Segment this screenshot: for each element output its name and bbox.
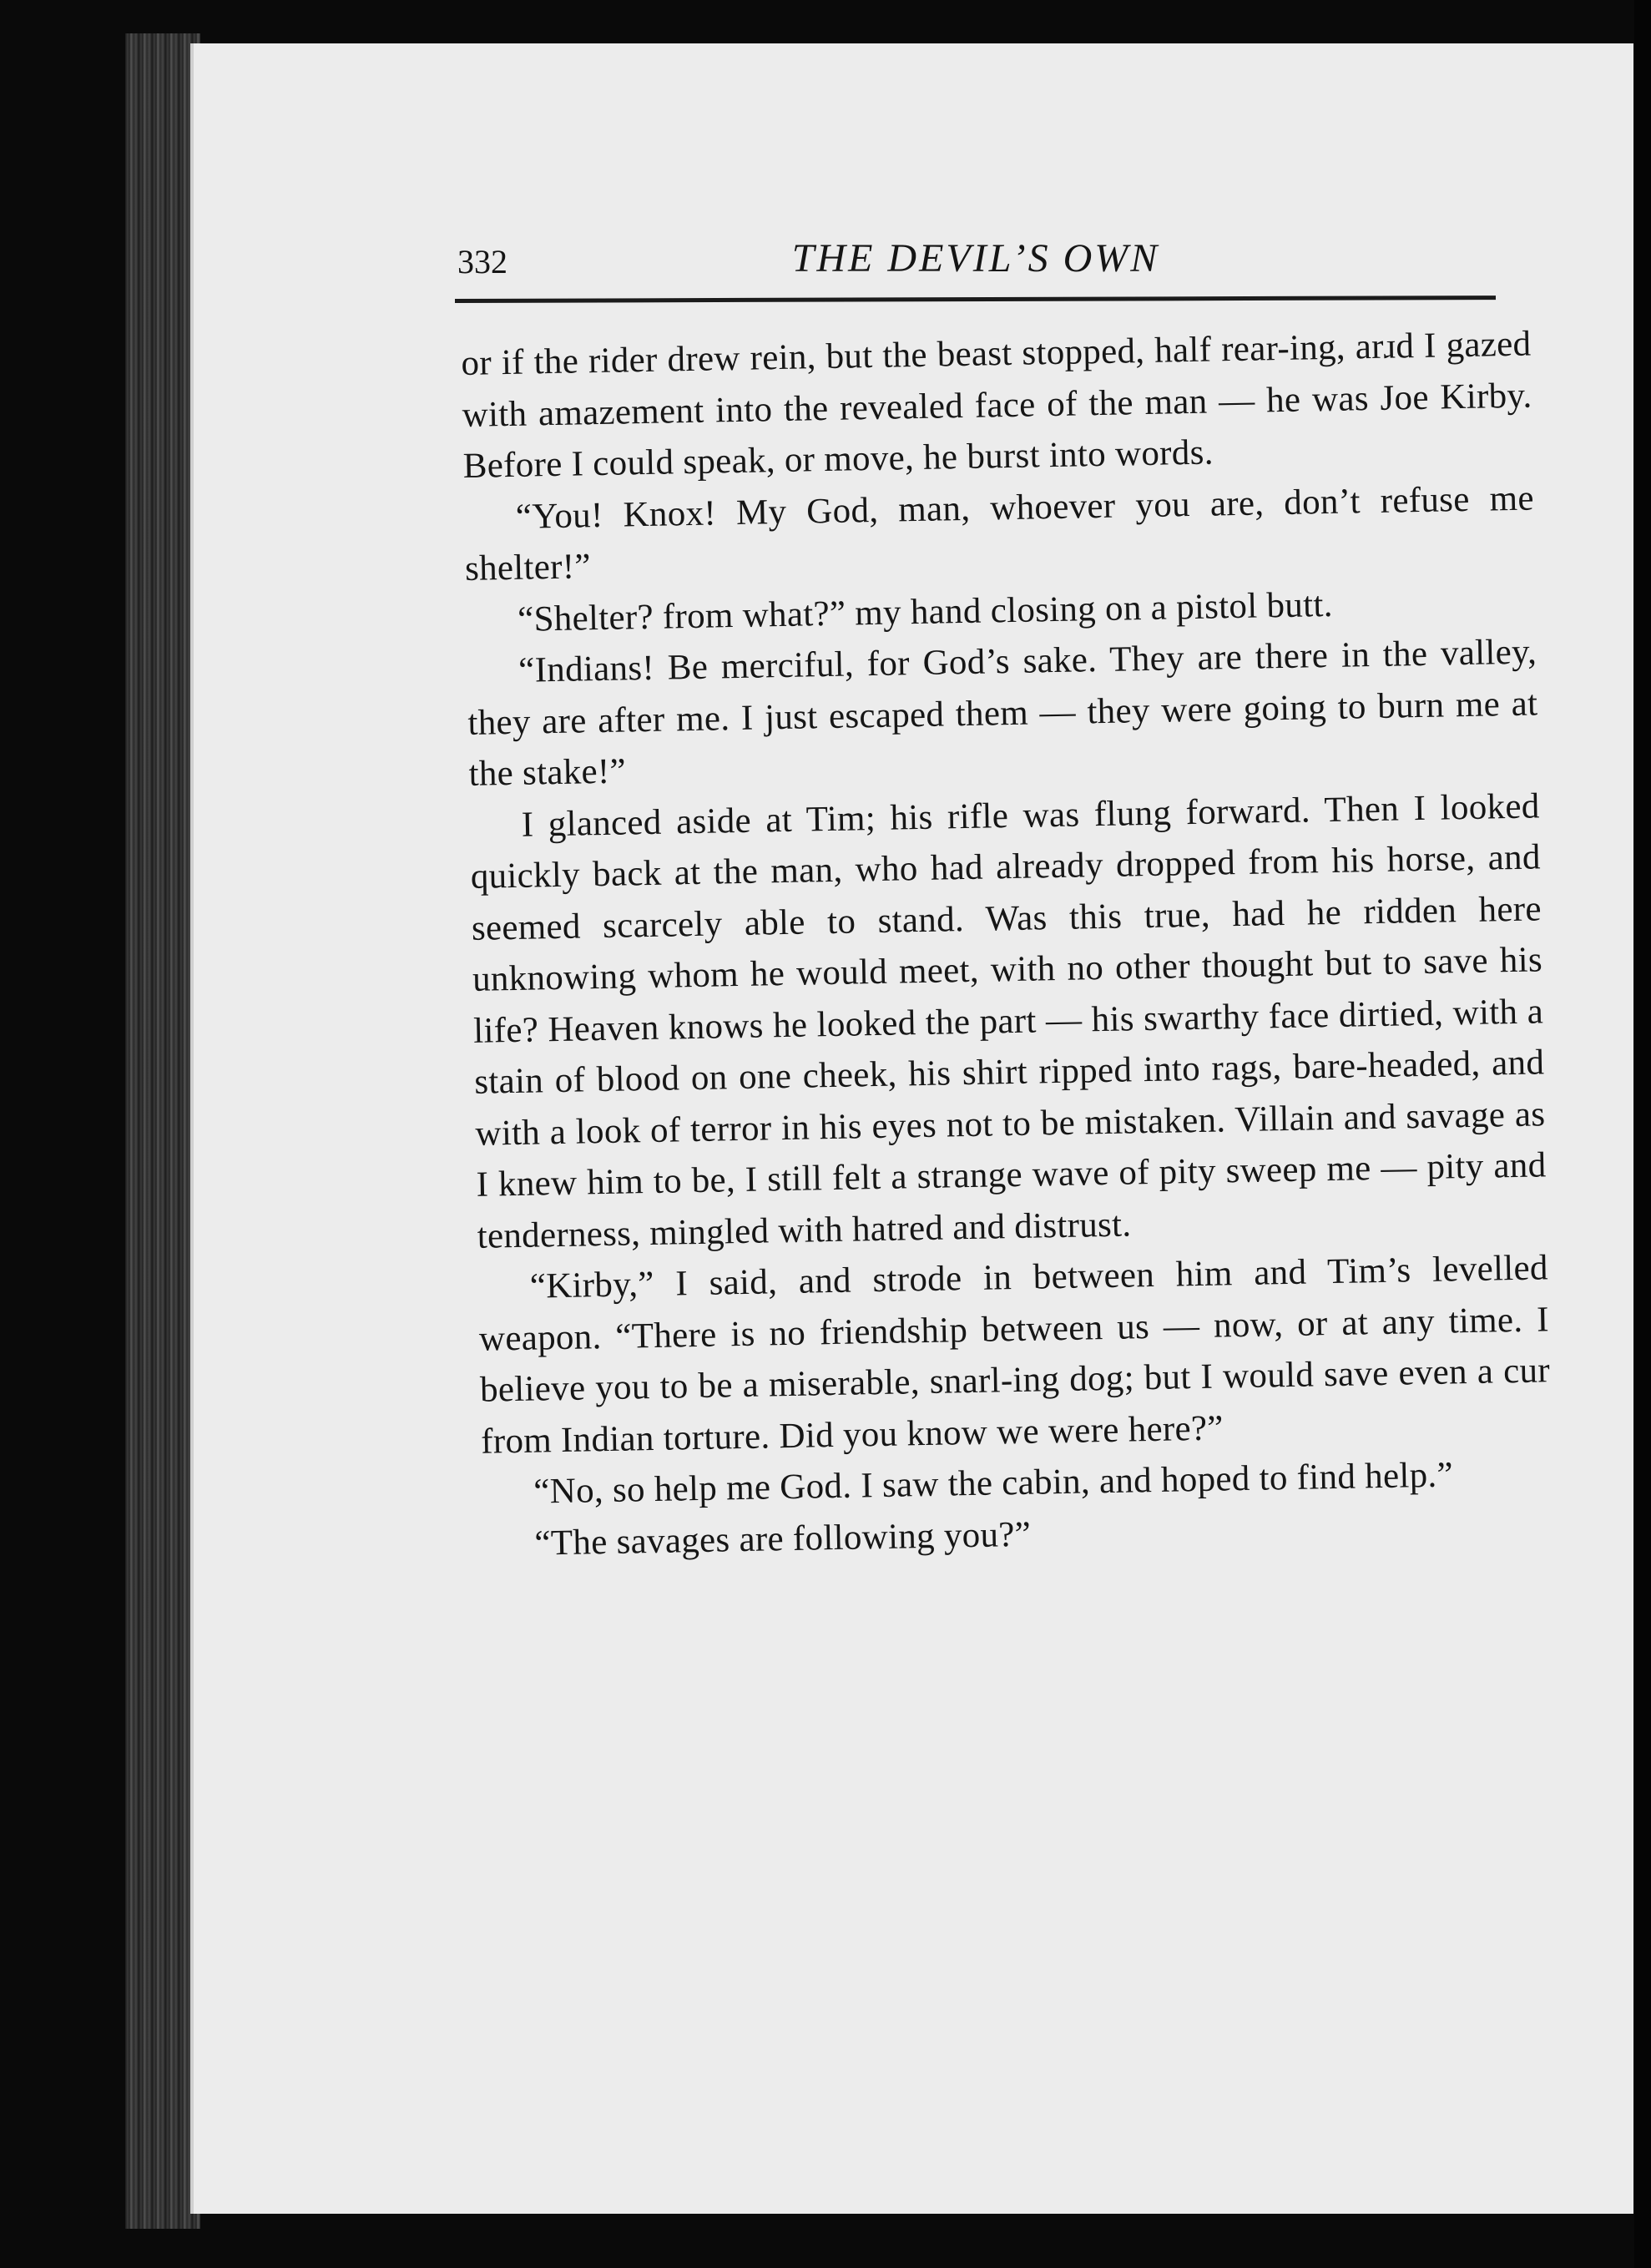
book-gutter	[125, 33, 200, 2229]
running-head	[457, 227, 1494, 285]
running-head-title: THE DEVIL’S OWN	[791, 236, 1160, 280]
body-text	[461, 319, 1553, 1570]
paragraph: “Kirby,” I said, and strode in between him and Tim’s levelled weapon. “There is no friendship between us — now, or at any time. I believe you to be a miserable, snarl-ing dog; but I would save even a cur from Indian torture. Did you know we were here?”	[478, 1248, 1551, 1462]
paragraph: “No, so help me God. I saw the cabin, and hoped to find help.”	[533, 1455, 1454, 1512]
paragraph: or if the rider drew rein, but the beast stopped, half rear-ing, arɹd I gazed with amazement into the revealed face of the man — he was Joe Kirby. Before I could speak, or move, he burst into words.	[461, 324, 1532, 486]
paragraph: “The savages are following you?”	[534, 1514, 1032, 1563]
page-number: 332	[457, 243, 507, 280]
paragraph: I glanced aside at Tim; his rifle was flung forward. Then I looked quickly back at the man, who had already dropped from his horse, and seemed scarcely able to stand. Was this true, had he ridden here unknowing whom he would meet, with no other thought but to save his life? Heaven knows he looked the part — his swarthy face dirtied, with a stain of blood on one cheek, his shirt ripped into rags, bare-headed, and with a look of terror in his eyes not to be mistaken. Villain and savage as I knew him to be, I still felt a strange wave of pity sweep me — pity and tenderness, mingled with hatred and distrust.	[470, 785, 1547, 1256]
scan-right-edge	[1634, 0, 1651, 2268]
paragraph: “Shelter? from what?” my hand closing on a pistol butt.	[517, 584, 1334, 639]
paragraph: “You! Knox! My God, man, whoever you are, don’t refuse me shelter!”	[464, 477, 1535, 588]
paragraph: “Indians! Be merciful, for God’s sake. They are there in the valley, they are after me. I just escaped them — they were going to burn me at the stake!”	[467, 632, 1538, 794]
